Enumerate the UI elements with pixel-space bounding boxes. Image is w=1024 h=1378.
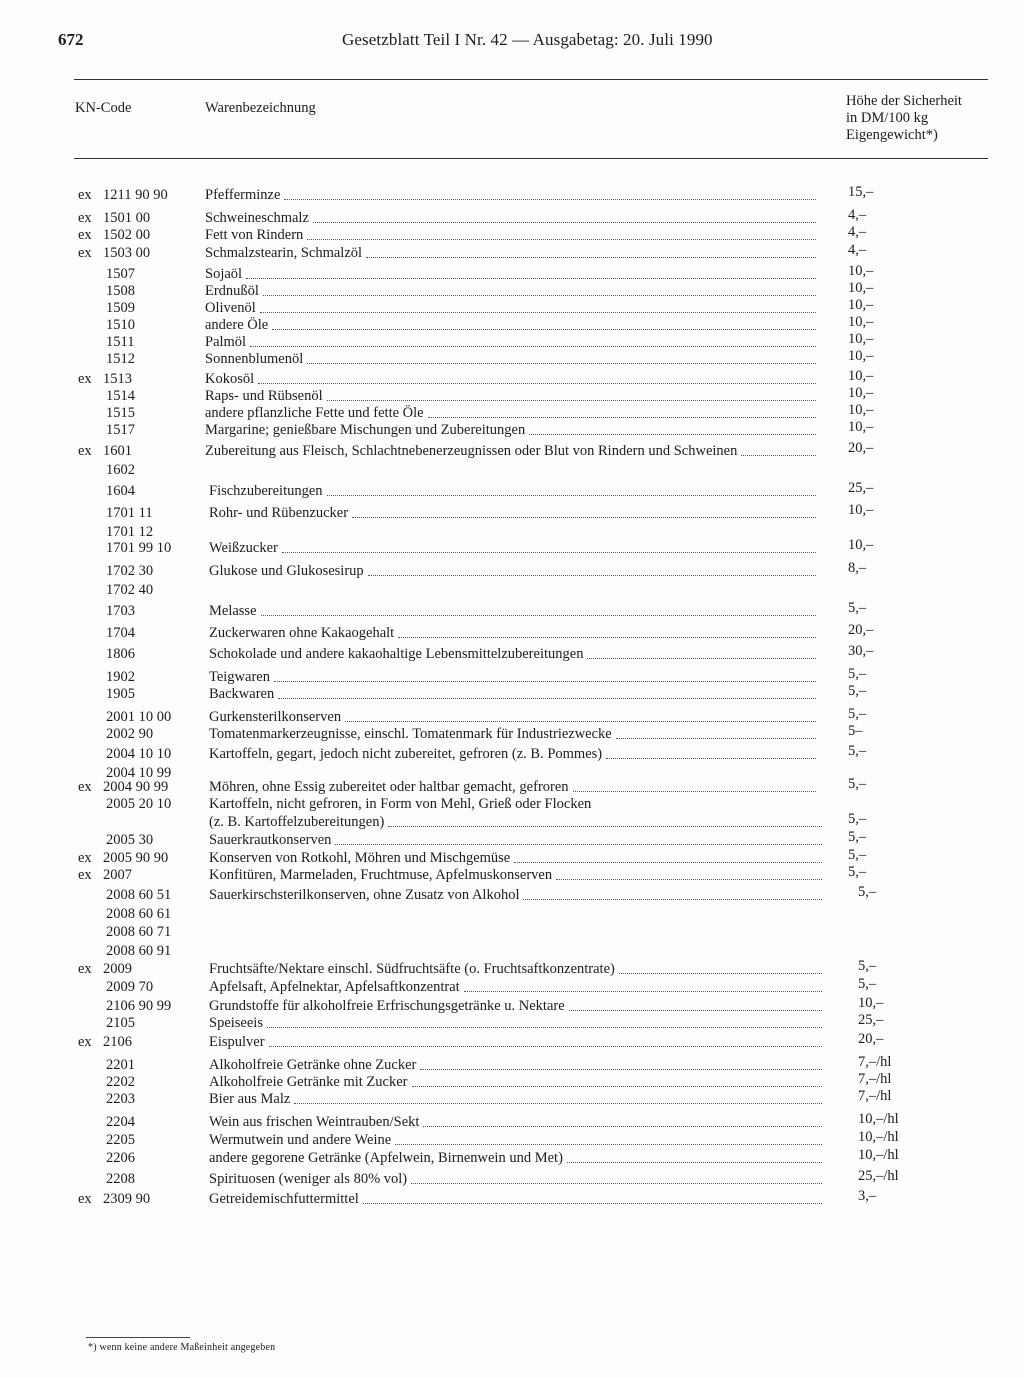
kn-code: 1507 bbox=[106, 266, 135, 282]
dot-leader bbox=[263, 295, 816, 296]
goods-description bbox=[209, 646, 822, 663]
goods-description bbox=[205, 388, 822, 405]
description-text: Sojaöl bbox=[205, 266, 243, 282]
security-amount: 20,– bbox=[858, 1031, 884, 1047]
kn-code: 1701 11 bbox=[106, 505, 153, 521]
description-text: Sauerkirschsterilkonserven, ohne Zusatz von Alkohol bbox=[209, 887, 520, 903]
dot-leader bbox=[294, 1103, 822, 1104]
description-text: Weißzucker bbox=[209, 540, 278, 556]
table-row bbox=[0, 1031, 1024, 1052]
security-amount: 5,– bbox=[848, 706, 867, 722]
table-row bbox=[0, 864, 1024, 885]
goods-description bbox=[209, 505, 822, 522]
dot-leader bbox=[428, 417, 816, 418]
dot-leader bbox=[741, 455, 816, 456]
description-text: Pfefferminze bbox=[205, 187, 281, 203]
page-title: Gesetzblatt Teil I Nr. 42 — Ausgabetag: 20. Juli 1990 bbox=[342, 30, 713, 49]
dot-leader bbox=[423, 1126, 822, 1127]
goods-description bbox=[209, 625, 822, 642]
table-row bbox=[0, 723, 1024, 744]
kn-code: 2202 bbox=[106, 1074, 135, 1090]
goods-description bbox=[209, 1171, 828, 1188]
dot-leader bbox=[368, 575, 816, 576]
kn-code: 1511 bbox=[106, 334, 135, 350]
security-amount: 20,– bbox=[848, 622, 874, 638]
kn-code: 2008 60 71 bbox=[106, 924, 172, 940]
kn-code: 2009 70 bbox=[106, 979, 154, 995]
kn-code: 1502 00 bbox=[103, 227, 151, 243]
security-amount: 25,– bbox=[848, 480, 874, 496]
dot-leader bbox=[395, 1144, 822, 1145]
security-amount: 10,–/hl bbox=[858, 1111, 899, 1127]
dot-leader bbox=[411, 1183, 822, 1184]
column-header-amount-line: Höhe der Sicherheit bbox=[846, 93, 962, 109]
kn-code: 1211 90 90 bbox=[103, 187, 168, 203]
dot-leader bbox=[246, 278, 816, 279]
kn-code: 1806 bbox=[106, 646, 135, 662]
dot-leader bbox=[282, 552, 816, 553]
dot-leader bbox=[619, 973, 822, 974]
security-amount: 5,– bbox=[848, 776, 867, 792]
description-text: Konfitüren, Marmeladen, Fruchtmuse, Apfelmuskonserven bbox=[209, 867, 553, 883]
kn-code: 1703 bbox=[106, 603, 135, 619]
security-amount: 15,– bbox=[848, 184, 874, 200]
dot-leader bbox=[267, 1027, 822, 1028]
security-amount: 4,– bbox=[848, 224, 867, 240]
description-text: andere Öle bbox=[205, 317, 269, 333]
goods-description bbox=[209, 998, 828, 1015]
ex-marker: ex bbox=[78, 227, 92, 243]
kn-code: 2206 bbox=[106, 1150, 135, 1166]
column-header-code: KN-Code bbox=[75, 100, 132, 116]
table-row bbox=[0, 348, 1024, 369]
kn-code: 1508 bbox=[106, 283, 135, 299]
description-text: Margarine; genießbare Mischungen und Zubereitungen bbox=[205, 422, 526, 438]
kn-code: 2002 90 bbox=[106, 726, 154, 742]
table-row bbox=[0, 776, 1024, 797]
description-text: Spirituosen (weniger als 80% vol) bbox=[209, 1171, 408, 1187]
table-row bbox=[0, 743, 1024, 781]
description-text: Sonnenblumenöl bbox=[205, 351, 304, 367]
security-amount: 10,– bbox=[848, 297, 874, 313]
kn-code: 1513 bbox=[103, 371, 132, 387]
table-row bbox=[0, 1088, 1024, 1109]
dot-leader bbox=[366, 257, 816, 258]
kn-code: 2008 60 61 bbox=[106, 906, 172, 922]
kn-code: 2001 10 00 bbox=[106, 709, 172, 725]
security-amount: 10,– bbox=[848, 537, 874, 553]
dot-leader bbox=[464, 991, 822, 992]
kn-code: 2106 bbox=[103, 1034, 132, 1050]
security-amount: 5,– bbox=[848, 743, 867, 759]
goods-description bbox=[209, 726, 822, 743]
kn-code: 1512 bbox=[106, 351, 135, 367]
security-amount: 5,– bbox=[848, 683, 867, 699]
security-amount: 5,– bbox=[848, 847, 867, 863]
kn-code: 2005 90 90 bbox=[103, 850, 169, 866]
description-text: Olivenöl bbox=[205, 300, 256, 316]
ex-marker: ex bbox=[78, 371, 92, 387]
description-text: (z. B. Kartoffelzubereitungen) bbox=[209, 814, 385, 830]
dot-leader bbox=[261, 615, 816, 616]
description-text: Erdnußöl bbox=[205, 283, 259, 299]
goods-description bbox=[209, 669, 822, 686]
goods-description bbox=[205, 245, 822, 262]
security-amount: 5,– bbox=[858, 958, 877, 974]
description-text: Fruchtsäfte/Nektare einschl. Südfruchtsäfte (o. Fruchtsaftkonzentrate) bbox=[209, 961, 615, 977]
dot-leader bbox=[529, 434, 816, 435]
ex-marker: ex bbox=[78, 245, 92, 261]
goods-description bbox=[209, 961, 828, 978]
goods-description bbox=[209, 746, 822, 763]
ex-marker: ex bbox=[78, 1191, 92, 1207]
table-row bbox=[0, 643, 1024, 664]
table-row bbox=[0, 560, 1024, 598]
kn-code: 1602 bbox=[106, 462, 135, 478]
ex-marker: ex bbox=[78, 867, 92, 883]
description-text: Schweineschmalz bbox=[205, 210, 309, 226]
dot-leader bbox=[363, 1203, 822, 1204]
security-amount: 3,– bbox=[858, 1188, 877, 1204]
goods-description bbox=[209, 483, 822, 500]
column-header-amount-line: in DM/100 kg bbox=[846, 110, 929, 126]
kn-code: 1601 bbox=[103, 443, 132, 459]
goods-description bbox=[209, 709, 822, 726]
kn-code: 1702 30 bbox=[106, 563, 154, 579]
dot-leader bbox=[278, 698, 816, 699]
goods-description bbox=[209, 850, 828, 867]
table-row bbox=[0, 184, 1024, 205]
table-row bbox=[0, 683, 1024, 704]
security-amount: 4,– bbox=[848, 207, 867, 223]
security-amount: 7,–/hl bbox=[858, 1088, 892, 1104]
description-text: Rohr- und Rübenzucker bbox=[209, 505, 349, 521]
goods-description bbox=[209, 796, 822, 813]
security-amount: 10,– bbox=[848, 331, 874, 347]
kn-code: 2008 60 91 bbox=[106, 943, 172, 959]
table-row bbox=[0, 622, 1024, 643]
kn-code: 2005 20 10 bbox=[106, 796, 172, 812]
description-text: Alkoholfreie Getränke ohne Zucker bbox=[209, 1057, 417, 1073]
description-text: Konserven von Rotkohl, Möhren und Mischgemüse bbox=[209, 850, 511, 866]
kn-code: 1501 00 bbox=[103, 210, 151, 226]
kn-code: 2208 bbox=[106, 1171, 135, 1187]
security-amount: 10,– bbox=[848, 263, 874, 279]
goods-description bbox=[209, 832, 828, 849]
description-text: Palmöl bbox=[205, 334, 247, 350]
goods-description bbox=[205, 317, 822, 334]
goods-description bbox=[209, 1034, 828, 1051]
security-amount: 4,– bbox=[848, 242, 867, 258]
goods-description bbox=[205, 405, 822, 422]
kn-code: 1604 bbox=[106, 483, 135, 499]
description-text: Schmalzstearin, Schmalzöl bbox=[205, 245, 363, 261]
table-row bbox=[0, 666, 1024, 687]
goods-description bbox=[205, 266, 822, 283]
security-amount: 10,– bbox=[848, 348, 874, 364]
kn-code: 2009 bbox=[103, 961, 132, 977]
ex-marker: ex bbox=[78, 443, 92, 459]
ex-marker: ex bbox=[78, 187, 92, 203]
description-text: Apfelsaft, Apfelnektar, Apfelsaftkonzentrat bbox=[209, 979, 460, 995]
kn-code: 1515 bbox=[106, 405, 135, 421]
kn-code: 1704 bbox=[106, 625, 135, 641]
kn-code: 2106 90 99 bbox=[106, 998, 172, 1014]
table-row bbox=[0, 502, 1024, 540]
dot-leader bbox=[258, 383, 816, 384]
column-header-description: Warenbezeichnung bbox=[205, 100, 316, 116]
ex-marker: ex bbox=[78, 210, 92, 226]
description-text: Melasse bbox=[209, 603, 257, 619]
table-row bbox=[0, 706, 1024, 727]
goods-description bbox=[209, 686, 822, 703]
table-row bbox=[0, 440, 1024, 478]
description-text: Grundstoffe für alkoholfreie Erfrischungsgetränke u. Nektare bbox=[209, 998, 565, 1014]
description-text: Backwaren bbox=[209, 686, 275, 702]
description-text: Zuckerwaren ohne Kakaogehalt bbox=[209, 625, 395, 641]
ex-marker: ex bbox=[78, 1034, 92, 1050]
goods-description bbox=[209, 1015, 828, 1032]
kn-code: 2201 bbox=[106, 1057, 135, 1073]
goods-description bbox=[205, 334, 822, 351]
kn-code: 2205 bbox=[106, 1132, 135, 1148]
description-text: Eispulver bbox=[209, 1034, 265, 1050]
description-text: Möhren, ohne Essig zubereitet oder haltbar gemacht, gefroren bbox=[209, 779, 569, 795]
kn-code: 1702 40 bbox=[106, 582, 154, 598]
goods-description bbox=[209, 540, 822, 557]
security-amount: 8,– bbox=[848, 560, 867, 576]
description-text: Speiseeis bbox=[209, 1015, 263, 1031]
security-amount: 10,– bbox=[848, 502, 874, 518]
kn-code: 1701 99 10 bbox=[106, 540, 172, 556]
kn-code: 2004 90 99 bbox=[103, 779, 169, 795]
security-amount: 25,–/hl bbox=[858, 1168, 899, 1184]
description-text: Tomatenmarkerzeugnisse, einschl. Tomatenmark für Industriezwecke bbox=[209, 726, 612, 742]
kn-code: 1517 bbox=[106, 422, 135, 438]
kn-code: 2005 30 bbox=[106, 832, 154, 848]
security-amount: 5– bbox=[848, 723, 863, 739]
kn-code: 1514 bbox=[106, 388, 135, 404]
dot-leader bbox=[327, 400, 816, 401]
goods-description bbox=[209, 603, 822, 620]
kn-code: 1510 bbox=[106, 317, 135, 333]
description-text: Gurkensterilkonserven bbox=[209, 709, 342, 725]
kn-code: 1902 bbox=[106, 669, 135, 685]
table-row bbox=[0, 480, 1024, 501]
table-row bbox=[0, 1147, 1024, 1168]
table-row bbox=[0, 224, 1024, 245]
goods-description bbox=[209, 1150, 828, 1167]
goods-description bbox=[209, 563, 822, 580]
footnote: *) wenn keine andere Maßeinheit angegeben bbox=[88, 1342, 276, 1353]
description-text: Alkoholfreie Getränke mit Zucker bbox=[209, 1074, 408, 1090]
dot-leader bbox=[573, 791, 816, 792]
table-row bbox=[0, 419, 1024, 440]
description-text: Fischzubereitungen bbox=[209, 483, 323, 499]
goods-description bbox=[205, 371, 822, 388]
dot-leader bbox=[352, 517, 816, 518]
table-row bbox=[0, 796, 1024, 814]
dot-leader bbox=[307, 239, 816, 240]
goods-description bbox=[209, 1191, 828, 1208]
security-amount: 5,– bbox=[848, 600, 867, 616]
table-row bbox=[0, 600, 1024, 621]
description-text: Fett von Rindern bbox=[205, 227, 304, 243]
security-amount: 5,– bbox=[858, 976, 877, 992]
dot-leader bbox=[398, 637, 816, 638]
dot-leader bbox=[327, 495, 816, 496]
kn-code: 2204 bbox=[106, 1114, 135, 1130]
table-row bbox=[0, 811, 1024, 832]
goods-description bbox=[205, 283, 822, 300]
column-header-amount-line: Eigengewicht*) bbox=[846, 127, 938, 143]
kn-code: 2008 60 51 bbox=[106, 887, 172, 903]
dot-leader bbox=[567, 1162, 822, 1163]
description-text: andere pflanzliche Fette und fette Öle bbox=[205, 405, 424, 421]
description-text: Kokosöl bbox=[205, 371, 255, 387]
security-amount: 10,– bbox=[848, 314, 874, 330]
dot-leader bbox=[250, 346, 816, 347]
description-text: Getreidemischfuttermittel bbox=[209, 1191, 359, 1207]
description-text: Bier aus Malz bbox=[209, 1091, 291, 1107]
goods-description bbox=[205, 422, 822, 439]
dot-leader bbox=[616, 738, 816, 739]
security-amount: 5,– bbox=[848, 811, 867, 827]
table-row bbox=[0, 884, 1024, 959]
kn-code: 1509 bbox=[106, 300, 135, 316]
dot-leader bbox=[606, 758, 816, 759]
table-row bbox=[0, 242, 1024, 263]
security-amount: 7,–/hl bbox=[858, 1071, 892, 1087]
goods-description bbox=[209, 1074, 828, 1091]
kn-code: 1701 12 bbox=[106, 524, 154, 540]
ex-marker: ex bbox=[78, 961, 92, 977]
security-amount: 5,– bbox=[848, 864, 867, 880]
description-text: Wein aus frischen Weintrauben/Sekt bbox=[209, 1114, 420, 1130]
goods-description bbox=[205, 300, 822, 317]
goods-description bbox=[209, 887, 828, 904]
goods-description bbox=[205, 443, 822, 460]
table-row bbox=[0, 1168, 1024, 1189]
dot-leader bbox=[313, 222, 816, 223]
dot-leader bbox=[420, 1069, 822, 1070]
goods-description bbox=[209, 814, 828, 831]
description-text: Kartoffeln, gegart, jedoch nicht zubereitet, gefroren (z. B. Pommes) bbox=[209, 746, 603, 762]
security-amount: 10,– bbox=[848, 419, 874, 435]
security-amount: 30,– bbox=[848, 643, 874, 659]
kn-code: 2007 bbox=[103, 867, 132, 883]
dot-leader bbox=[284, 199, 816, 200]
kn-code: 2203 bbox=[106, 1091, 135, 1107]
dot-leader bbox=[307, 363, 816, 364]
security-amount: 5,– bbox=[848, 829, 867, 845]
table-row bbox=[0, 1188, 1024, 1209]
goods-description bbox=[209, 867, 828, 884]
dot-leader bbox=[260, 312, 816, 313]
security-amount: 7,–/hl bbox=[858, 1054, 892, 1070]
dot-leader bbox=[514, 862, 822, 863]
dot-leader bbox=[556, 879, 822, 880]
description-text: Schokolade und andere kakaohaltige Lebensmittelzubereitungen bbox=[209, 646, 584, 662]
dot-leader bbox=[272, 329, 816, 330]
dot-leader bbox=[345, 721, 816, 722]
security-amount: 10,–/hl bbox=[858, 1147, 899, 1163]
table-row bbox=[0, 829, 1024, 850]
goods-description bbox=[205, 210, 822, 227]
security-amount: 10,– bbox=[848, 280, 874, 296]
footnote-rule bbox=[86, 1337, 190, 1338]
kn-code: 2004 10 10 bbox=[106, 746, 172, 762]
security-amount: 20,– bbox=[848, 440, 874, 456]
dot-leader bbox=[587, 658, 816, 659]
table-row bbox=[0, 847, 1024, 868]
goods-description bbox=[205, 187, 822, 204]
kn-code: 2309 90 bbox=[103, 1191, 151, 1207]
description-text: Glukose und Glukosesirup bbox=[209, 563, 364, 579]
dot-leader bbox=[388, 826, 822, 827]
description-text: Zubereitung aus Fleisch, Schlachtnebenerzeugnissen oder Blut von Rindern und Schweinen bbox=[205, 443, 738, 459]
kn-code: 2004 10 99 bbox=[106, 765, 172, 781]
dot-leader bbox=[412, 1086, 823, 1087]
description-text: Teigwaren bbox=[209, 669, 270, 685]
goods-description bbox=[205, 227, 822, 244]
dot-leader bbox=[335, 844, 822, 845]
page-number: 672 bbox=[58, 30, 84, 49]
goods-description bbox=[209, 1091, 828, 1108]
table-row bbox=[0, 207, 1024, 228]
goods-description bbox=[205, 351, 822, 368]
dot-leader bbox=[274, 681, 816, 682]
dot-leader bbox=[569, 1010, 822, 1011]
security-amount: 10,– bbox=[848, 402, 874, 418]
ex-marker: ex bbox=[78, 779, 92, 795]
dot-leader bbox=[269, 1046, 822, 1047]
goods-description bbox=[209, 1057, 828, 1074]
security-amount: 5,– bbox=[848, 666, 867, 682]
kn-code: 1905 bbox=[106, 686, 135, 702]
kn-code: 1503 00 bbox=[103, 245, 151, 261]
security-amount: 10,–/hl bbox=[858, 1129, 899, 1145]
security-amount: 10,– bbox=[848, 368, 874, 384]
goods-description bbox=[209, 1114, 828, 1131]
goods-description bbox=[209, 979, 828, 996]
security-amount: 10,– bbox=[858, 995, 884, 1011]
ex-marker: ex bbox=[78, 850, 92, 866]
kn-code: 2105 bbox=[106, 1015, 135, 1031]
security-amount: 25,– bbox=[858, 1012, 884, 1028]
description-text: Sauerkrautkonserven bbox=[209, 832, 332, 848]
goods-description bbox=[209, 779, 822, 796]
description-text: Kartoffeln, nicht gefroren, in Form von Mehl, Grieß oder Flocken bbox=[209, 796, 592, 812]
description-text: andere gegorene Getränke (Apfelwein, Birnenwein und Met) bbox=[209, 1150, 563, 1166]
security-amount: 5,– bbox=[858, 884, 877, 900]
description-text: Raps- und Rübsenöl bbox=[205, 388, 323, 404]
description-text: Wermutwein und andere Weine bbox=[209, 1132, 392, 1148]
security-amount: 10,– bbox=[848, 385, 874, 401]
goods-description bbox=[209, 1132, 828, 1149]
dot-leader bbox=[523, 899, 822, 900]
table-row bbox=[0, 537, 1024, 558]
